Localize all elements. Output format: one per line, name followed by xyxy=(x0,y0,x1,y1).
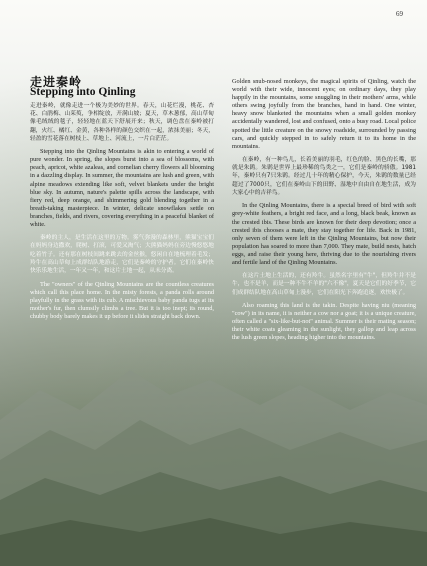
paragraph-en-crested-ibis: In the Qinling Mountains, there is a special breed of bird with soft grey-white feathers, a bright red face, and a long, black beak, known as the crested ibis. These birds are known for their deep devotion; once a crested ibis chooses a mate, they stay together for life. Back in 1981, only seven of them were left in the Qinling Mountains, but now their population has soared to more than 7,000. They mate, build nests, hatch eggs, and raise their young here, thriving due to the nourishing rivers and fertile land of the Qinling Mountains. xyxy=(232,202,416,266)
article-title-english: Stepping into Qinling xyxy=(30,86,136,99)
paragraph-zh-pandas: 秦岭的主人，是生活在这里的万物。雾气弥漫的森林里，熊猫宝宝们在妈妈身边撒欢，爬树、打滚，可爱又淘气；大熊猫妈妈在旁边慢悠悠地吃着竹子。还有那在树枝间跳来跳去的金丝猴，悠闲自在地梳理着毛发；羚牛在高山草甸上成群结队地游走，它们是秦岭的守护者。它们在秦岭快快乐乐地生活，一年又一年，和这片土地一起，从未分离。 xyxy=(30,235,214,275)
page-number: 69 xyxy=(396,10,403,18)
paragraph-zh-seasons: 走进秦岭，就像走进一个极为美妙的世界。春天，山花烂漫，桃花、杏花、白鹃梅、山茱萸，争相绽放，开满山坡；夏天，草木葱郁，高山草甸像毛绒绒的毯子，轻轻地在蓝天下舒展开来；秋天，调色盘在秦岭被打翻，火红、橘红、金黄，各种各样的颜色交织在一起，浓抹美丽；冬天，轻盈的雪花落在树枝上、草地上、河流上，一片白茫茫。 xyxy=(30,102,214,142)
article-title-chinese: 走进秦岭 xyxy=(30,75,83,89)
right-column xyxy=(232,78,416,347)
left-column xyxy=(30,75,214,326)
paragraph-en-pandas: The "owners" of the Qinling Mountains are the countless creatures which call this place home. In the misty forests, a panda rolls around playfully in the grass with its cub. A mischievous baby panda tugs at its mother's fur, then clumsily climbs a tree. But it is too inept; its round, chubby body barely makes it up before it slides straight back down. xyxy=(30,280,214,320)
paragraph-zh-crested-ibis: 在秦岭，有一种鸟儿，长着美丽的羽毛，红色的脸、黑色的长嘴，那就是朱鹮。朱鹮是世界上最珍稀的鸟类之一，它们是秦岭的骄傲。1981年，秦岭只有7只朱鹮。经过几十年的精心保护，今天，朱鹮的数量已经超过了7000只，它们在秦岭山下的田野、湿地中自由自在地生活，成为大家心中的吉祥鸟。 xyxy=(232,156,416,197)
paragraph-zh-takin: 在这片土地上生活的，还有羚牛。虽然名字里有"牛"，但羚牛并不是牛，也不是羊，而是一种不牛不羊的"六不像"，夏天是它们的好季节，它们成群结队地在高山草甸上漫步，它们在阳光下奔跑追逐，欢快极了。 xyxy=(232,273,416,296)
paragraph-en-takin: Also roaming this land is the takin. Despite having niu (meaning "cow") in its name, it is neither a cow nor a goat; it is a unique creature, often called a "six-like-but-not" animal. Summer is their mating season; their white coats gleaming in the sunlight, they gallop and leap across the lush green slopes, heading higher into the mountains. xyxy=(232,301,416,342)
paragraph-en-seasons: Stepping into the Qinling Mountains is akin to entering a world of pure wonder. In spring, the slopes burst into a sea of blossoms, with peach, apricot, white azaleas, and cornelian cherry flowers all blooming in a dazzling display. In summer, the mountains are lush and green, with alpine meadows extending like soft, velvet blankets under the bright blue sky. In autumn, nature's palette spills across the landscape, with fiery red, deep orange, and shimmering gold blending together in a breath-taking masterpiece. In winter, delicate snowflakes settle on branches, fields, and rivers, covering everything in a peaceful blanket of white. xyxy=(30,148,214,229)
paragraph-en-golden-monkeys: Golden snub-nosed monkeys, the magical spirits of Qinling, watch the world with their wide, innocent eyes; on ordinary days, they play happily in the mountains, some snuggling in their mothers' arms, while others swing joyfully from the branches, hand in hand. One winter, heavy snow blanketed the mountains when a small golden monkey accidentally wandered, lost and confused, onto a busy road. Local police spotted the little creature on the snowy roadside, surrounded by passing cars, and quickly stepped in to safely return it to its home in the mountains. xyxy=(232,78,416,150)
